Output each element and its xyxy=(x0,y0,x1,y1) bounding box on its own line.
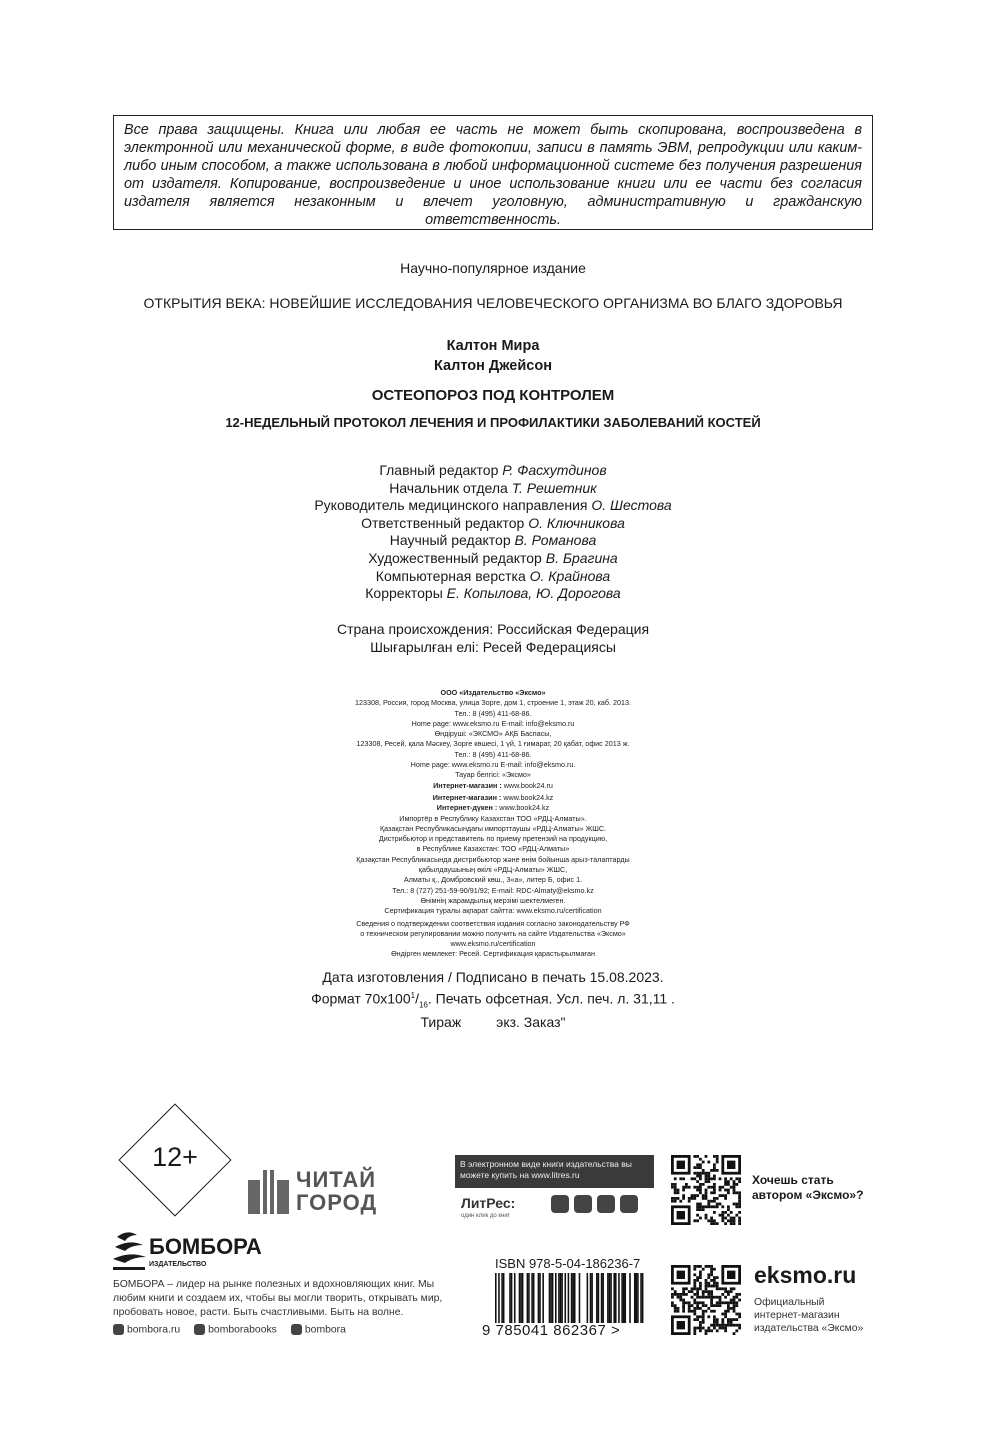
imprint-line: Интернет-магазин : www.book24.ru xyxy=(433,780,553,790)
author-2: Калтон Джейсон xyxy=(434,358,552,374)
isbn-label: ISBN 978-5-04-186236-7 xyxy=(495,1256,641,1271)
vk-icon xyxy=(194,1324,205,1335)
credit-line: Компьютерная верстка О. Крайнова xyxy=(375,567,611,584)
imprint-line: Тел.: 8 (495) 411-68-86. xyxy=(454,749,532,759)
age-rating-text: 12+ xyxy=(152,1142,198,1172)
imprint-line: Home page: www.eksmo.ru E-mail: info@eksmo.ru xyxy=(411,718,575,728)
litres-banner-text: В электронном виде книги издательства вы можете купить на www.litres.ru xyxy=(455,1155,654,1188)
bombora-socials xyxy=(113,1324,346,1335)
print-format: Формат $70х100^1/_{16}$. Печать офсетная. Усл. печ. л. 31,11 . xyxy=(311,990,675,1010)
country-of-origin xyxy=(0,621,986,656)
litres-tagline: один клик до книг xyxy=(461,1213,510,1219)
eksmo-description: Официальный интернет-магазин издательства «Эксмо» xyxy=(754,1297,864,1334)
series-title: ОТКРЫТИЯ ВЕКА: НОВЕЙШИЕ ИССЛЕДОВАНИЯ ЧЕЛОВЕЧЕСКОГО ОРГАНИЗМА ВО БЛАГО ЗДОРОВЬЯ xyxy=(143,295,843,311)
social-telegram[interactable]: bombora xyxy=(291,1324,346,1335)
eksmo-site[interactable]: eksmo.ru xyxy=(754,1262,857,1288)
barcode-icon xyxy=(495,1273,645,1323)
bombora-logo xyxy=(113,1229,262,1273)
country-ru: Страна происхождения: Российская Федерация xyxy=(336,621,650,637)
credit-line: Корректоры Е. Копылова, Ю. Дорогова xyxy=(365,585,621,602)
rights-notice: Все права защищены. Книга или любая ее часть не может быть скопирована, воспроизведена в электронной или механической форме, в виде фотокопии, записи в память ЭВМ, репродукции или каким-либо иным способом, а также использована в любой информационной системе без получения разрешения от издателя. Копирование, воспроизведение и иное использование книги или ее части без согласия издателя является незаконным и влечет уголовную, административную и гражданскую ответственность. xyxy=(113,115,873,230)
litres-banner xyxy=(455,1155,654,1228)
imprint-line: қабылдаушының өкілі «РДЦ-Алматы» ЖШС, xyxy=(418,865,568,875)
imprint-line: www.eksmo.ru/certification xyxy=(450,939,536,949)
imprint-line: Home page: www.eksmo.ru E-mail: info@eksmo.ru. xyxy=(410,760,576,770)
wave-icon xyxy=(113,1229,147,1273)
imprint-line: Қазақстан Республикасындағы импорттаушы «РДЦ-Алматы» ЖШС. xyxy=(379,823,607,833)
credit-line: Главный редактор Р. Фасхутдинов xyxy=(379,462,607,478)
imprint-line: Сертификация туралы ақпарат сайтта: www.eksmo.ru/certification xyxy=(384,906,602,916)
imprint-line: Қазақстан Республикасында дистрибьютор және өнім бойынша арыз-талаптарды xyxy=(356,854,630,864)
imprint-line: Тел.: 8 (727) 251-59-90/91/92; E-mail: RDC-Almaty@eksmo.kz xyxy=(392,885,594,895)
credit-line: Научный редактор В. Романова xyxy=(389,532,597,549)
telegram-icon xyxy=(291,1324,302,1335)
credit-line: Ответственный редактор О. Ключникова xyxy=(361,514,625,531)
print-date: Дата изготовления / Подписано в печать 15.08.2023. xyxy=(322,969,664,985)
credit-line: Руководитель медицинского направления О. Шестова xyxy=(314,497,672,514)
imprint-line: Өнімнің жарамдылық мерзімі шектелмеген. xyxy=(420,895,566,905)
imprint-line: о техническом регулировании можно получить на сайте Издательства «Эксмо» xyxy=(360,928,626,938)
imprint-line: Интернет-дүкен : www.book24.kz xyxy=(436,803,550,813)
apple-icon xyxy=(551,1195,569,1213)
chitai-gorod-logo xyxy=(248,1167,423,1215)
globe-icon xyxy=(113,1324,124,1335)
genre-label: Научно-популярное издание xyxy=(400,260,586,276)
imprint-line: Алматы қ., Домбровский көш., 3«а», литер Б, офис 1. xyxy=(403,875,583,885)
eksmo-qr-code-icon xyxy=(671,1265,741,1335)
print-info xyxy=(0,969,986,1031)
country-kz: Шығарылған елі: Ресей Федерациясы xyxy=(370,638,616,655)
imprint-line: Интернет-магазин : www.book24.kz xyxy=(432,792,554,802)
litres-logo: ЛитРес: xyxy=(461,1195,516,1211)
gorod-word: ГОРОД xyxy=(296,1190,378,1215)
chitai-gorod-icon xyxy=(248,1170,290,1214)
imprint-line: Сведения о подтверждении соответствия издания согласно законодательству РФ xyxy=(356,918,630,928)
isbn-block xyxy=(482,1256,657,1344)
book-title: ОСТЕОПОРОЗ ПОД КОНТРОЛЕМ xyxy=(371,387,615,404)
chitai-word: ЧИТАЙ xyxy=(296,1167,377,1192)
age-rating-badge xyxy=(119,1104,231,1216)
browser-icon xyxy=(597,1195,615,1213)
social-vk[interactable]: bomborabooks xyxy=(194,1324,277,1335)
publisher-imprint xyxy=(0,688,986,960)
imprint-line: Өндіруші: «ЭКСМО» АҚБ Баспасы, xyxy=(434,729,552,739)
imprint-line: ООО «Издательство «Эксмо» xyxy=(440,688,546,697)
book-subtitle: 12-НЕДЕЛЬНЫЙ ПРОТОКОЛ ЛЕЧЕНИЯ И ПРОФИЛАКТИКИ ЗАБОЛЕВАНИЙ КОСТЕЙ xyxy=(225,415,761,430)
credit-line: Художественный редактор В. Брагина xyxy=(368,549,618,566)
credit-line: Начальник отдела Т. Решетник xyxy=(389,479,597,496)
android-icon xyxy=(574,1195,592,1213)
imprint-line: в Республике Казахстан: ТОО «РДЦ-Алматы» xyxy=(416,844,570,854)
isbn-digits: 9 785041 862367 > xyxy=(482,1322,621,1339)
imprint-line: Өндірген мемлекет: Ресей. Сертификация қарастырылмаған xyxy=(391,949,595,959)
imprint-line: 123308, Россия, город Москва, улица Зорге, дом 1, строение 1, этаж 20, каб. 2013. xyxy=(355,698,631,708)
bombora-name: БОМБОРА xyxy=(149,1234,262,1259)
become-author-text: Хочешь стать автором «Эксмо»? xyxy=(752,1173,864,1202)
author-1: Калтон Мира xyxy=(446,338,540,354)
print-run: Тираж экз. Заказ" xyxy=(420,1013,566,1030)
social-web[interactable]: bombora.ru xyxy=(113,1324,180,1335)
bombora-description: БОМБОРА – лидер на рынке полезных и вдохновляющих книг. Мы любим книги и создаем их, чтобы вы могли творить, открывать мир, пробовать новое, расти. Быть счастливыми. Быть на волне. xyxy=(113,1279,443,1318)
imprint-line: Тел.: 8 (495) 411-68-86. xyxy=(454,708,532,718)
windows-icon xyxy=(620,1195,638,1213)
author-qr-code-icon xyxy=(671,1155,741,1225)
imprint-line: Тауар белгісі: «Эксмо» xyxy=(455,770,531,780)
credits-list xyxy=(0,462,986,603)
imprint-line: Импортёр в Республику Казахстан ТОО «РДЦ-Алматы». xyxy=(399,813,587,823)
bombora-sub: ИЗДАТЕЛЬСТВО xyxy=(149,1261,207,1268)
imprint-line: 123308, Ресей, қала Мәскеу, Зорге көшесі, 1 үй, 1 ғимарат, 20 қабат, офис 2013 ж. xyxy=(356,739,630,749)
imprint-line: Дистрибьютор и представитель по приему претензий на продукцию, xyxy=(378,834,608,844)
